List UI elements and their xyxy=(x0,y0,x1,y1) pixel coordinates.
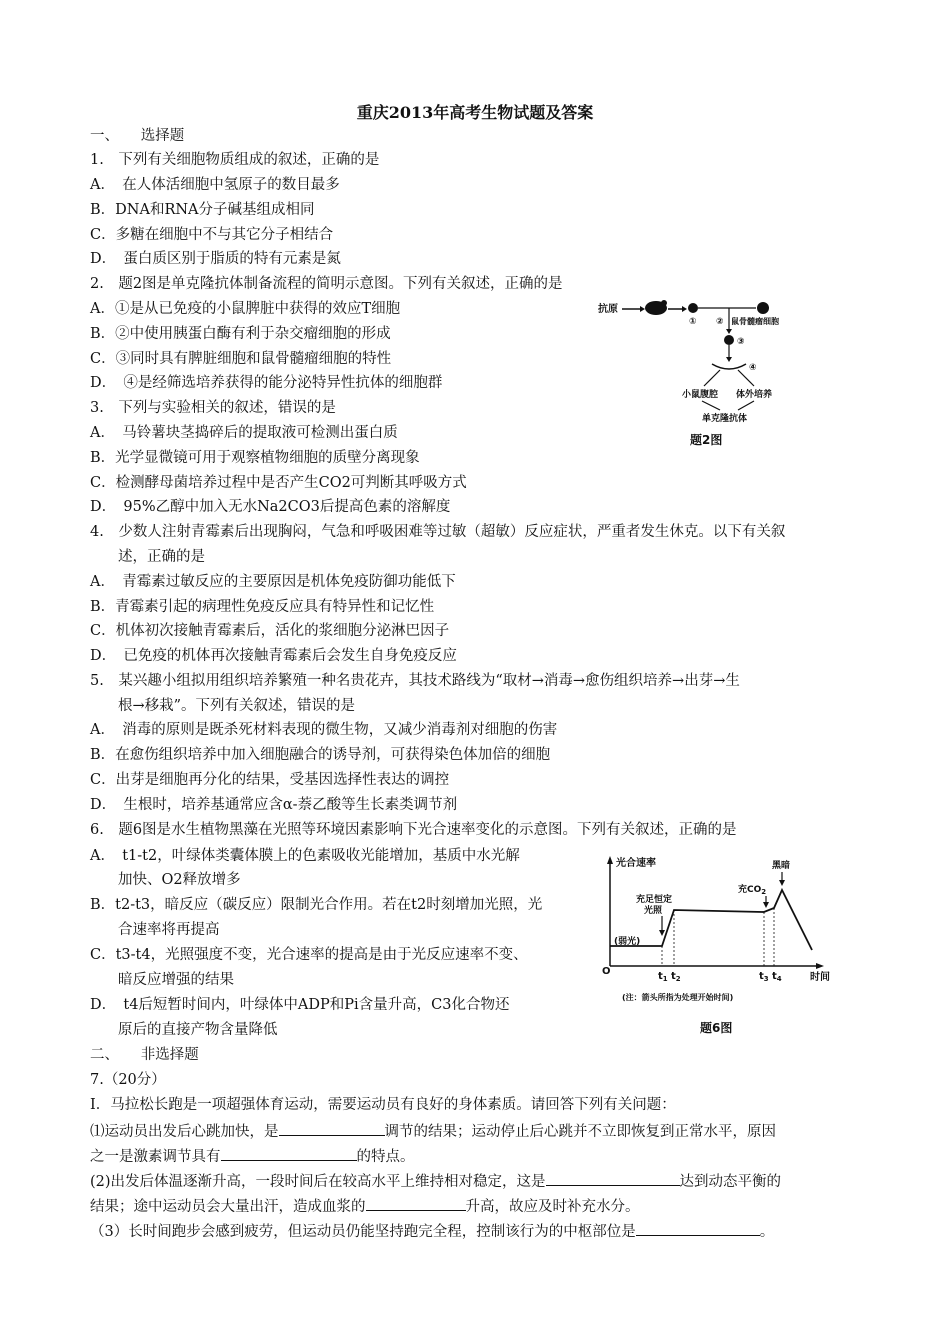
option-c: C．出芽是细胞再分化的结果，受基因选择性表达的调控 xyxy=(90,772,450,788)
figure-note: (注：箭头所指为处理开始时间) xyxy=(622,993,734,1002)
step-1-label: ① xyxy=(689,317,697,327)
flow-diagram xyxy=(596,294,796,454)
tick-t2: $t_2$ xyxy=(671,971,681,983)
option-c: C．t3-t4，光照强度不变，光合速率的提高是由于光反应速率不变、 xyxy=(90,947,528,963)
option-d: D． 已免疫的机体再次接触青霉素后会发生自身免疫反应 xyxy=(90,648,457,664)
option-a-cont: 加快、O2释放增多 xyxy=(118,872,241,888)
option-d: D． 生根时，培养基通常应含α-萘乙酸等生长素类调节剂 xyxy=(90,797,458,813)
question-text: 的特点。 xyxy=(356,1149,415,1165)
myeloma-label: 鼠骨髓瘤细胞 xyxy=(731,317,779,326)
option-d: D． 95%乙醇中加入无水Na2CO3后提高色素的溶解度 xyxy=(90,499,451,515)
question-intro: Ⅰ．马拉松长跑是一项超强体育运动，需要运动员有良好的身体素质。请回答下列有关问题： xyxy=(90,1097,676,1113)
light-label-2: 光照 xyxy=(644,906,663,916)
culture-dish-icon xyxy=(712,364,746,369)
question-text: 升高，故应及时补充水分。 xyxy=(465,1199,640,1215)
option-b: B．DNA和RNA分子碱基组成相同 xyxy=(90,202,315,218)
answer-blank[interactable] xyxy=(279,1120,385,1136)
figure-caption: 题6图 xyxy=(700,1021,733,1035)
arrow xyxy=(738,401,754,410)
step-2-label: ② xyxy=(716,317,724,327)
arrow xyxy=(702,401,720,410)
option-a: A． 马铃薯块茎捣碎后的提取液可检测出蛋白质 xyxy=(90,425,398,441)
question-text: (2)出发后体温逐渐升高，一段时间后在较高水平上维持相对稳定，这是 xyxy=(90,1174,546,1190)
question-line xyxy=(90,1220,774,1242)
mouse-icon xyxy=(661,300,667,306)
rate-curve-diagram xyxy=(596,850,836,1050)
section-heading: 二、 非选择题 xyxy=(90,1047,199,1063)
option-c: C．③同时具有脾脏细胞和鼠骨髓瘤细胞的特性 xyxy=(90,351,392,367)
y-axis-label: 光合速率 xyxy=(616,858,656,869)
treatment-arrow-head xyxy=(659,930,665,936)
weak-light-label: (弱光) xyxy=(614,937,641,947)
arrow-head xyxy=(640,306,645,312)
answer-blank[interactable] xyxy=(636,1220,760,1236)
option-a: A． 在人体活细胞中氢原子的数目最多 xyxy=(90,177,340,193)
option-b: B．青霉素引起的病理性免疫反应具有特异性和记忆性 xyxy=(90,599,435,615)
question-line xyxy=(90,1170,781,1192)
dark-label: 黑暗 xyxy=(772,861,791,871)
option-a: A．①是从已免疫的小鼠脾脏中获得的效应T细胞 xyxy=(90,301,401,317)
arrow-head xyxy=(726,357,732,362)
question-text: 。 xyxy=(759,1224,775,1240)
abdomen-label: 小鼠腹腔 xyxy=(682,390,719,400)
question-line xyxy=(90,1195,640,1217)
co2-label: 充$CO_2$ xyxy=(738,885,767,896)
option-c-cont: 暗反应增强的结果 xyxy=(118,972,234,988)
question-stem: 1. 下列有关细胞物质组成的叙述，正确的是 xyxy=(90,152,380,168)
question-text: 之一是激素调节具有 xyxy=(90,1149,221,1165)
question-text: 达到动态平衡的 xyxy=(679,1174,782,1190)
x-axis-arrow xyxy=(816,963,824,969)
question-line xyxy=(90,1120,776,1142)
question-text: 调节的结果；运动停止后心跳并不立即恢复到正常水平，原因 xyxy=(384,1124,776,1140)
option-d: D． ④是经筛选培养获得的能分泌特异性抗体的细胞群 xyxy=(90,375,443,391)
question-stem: 3. 下列与实验相关的叙述，错误的是 xyxy=(90,400,336,416)
option-b: B．在愈伤组织培养中加入细胞融合的诱导剂，可获得染色体加倍的细胞 xyxy=(90,747,551,763)
arrow-head xyxy=(726,329,732,334)
question-text: ⑴运动员出发后心跳加快，是 xyxy=(90,1124,279,1140)
question-stem-cont: 述，正确的是 xyxy=(118,549,205,565)
myeloma-cell-icon xyxy=(757,302,769,314)
option-a: A． t1-t2，叶绿体类囊体膜上的色素吸收光能增加，基质中水光解 xyxy=(90,848,520,864)
figure-caption: 题2图 xyxy=(690,433,723,447)
option-d: D． t4后短暂时间内，叶绿体中ADP和Pi含量升高，C3化合物还 xyxy=(90,997,510,1013)
cell-icon xyxy=(688,303,698,313)
step-4-label: ④ xyxy=(749,363,757,373)
section-heading: 一、 选择题 xyxy=(90,128,185,144)
culture-label: 体外培养 xyxy=(736,390,773,400)
tick-t1: $t_1$ xyxy=(658,971,668,983)
arrow xyxy=(704,370,720,386)
option-c: C．多糖在细胞中不与其它分子相结合 xyxy=(90,227,334,243)
treatment-arrow-head xyxy=(763,902,769,908)
option-a: A． 青霉素过敏反应的主要原因是机体免疫防御功能低下 xyxy=(90,574,456,590)
step-3-label: ③ xyxy=(737,337,745,347)
question-stem: 4. 少数人注射青霉素后出现胸闷，气急和呼吸困难等过敏（超敏）反应症状，严重者发生休克。以下有关叙 xyxy=(90,524,786,540)
tick-t3: $t_3$ xyxy=(759,971,769,983)
question-text: （3）长时间跑步会感到疲劳，但运动员仍能坚持跑完全程，控制该行为的中枢部位是 xyxy=(90,1224,636,1240)
option-b: B．②中使用胰蛋白酶有利于杂交瘤细胞的形成 xyxy=(90,326,391,342)
question-line xyxy=(90,1145,415,1167)
option-a: A． 消毒的原则是既杀死材料表现的微生物，又减少消毒剂对细胞的伤害 xyxy=(90,722,558,738)
question-stem: 6. 题6图是水生植物黑藻在光照等环境因素影响下光合速率变化的示意图。下列有关叙述，正确的是 xyxy=(90,822,737,838)
x-axis-label: 时间 xyxy=(810,972,830,983)
option-c: C．检测酵母菌培养过程中是否产生CO2可判断其呼吸方式 xyxy=(90,475,467,491)
light-label: 充足恒定 xyxy=(636,895,673,905)
y-axis-arrow xyxy=(607,856,613,864)
answer-blank[interactable] xyxy=(546,1170,680,1186)
question-text: 结果；途中运动员会大量出汗，造成血浆的 xyxy=(90,1199,366,1215)
question-stem: 7.（20分） xyxy=(90,1072,166,1088)
antigen-label: 抗原 xyxy=(598,304,618,315)
question-stem: 2. 题2图是单克隆抗体制备流程的简明示意图。下列有关叙述，正确的是 xyxy=(90,276,563,292)
arrow-head xyxy=(682,306,687,312)
question-stem-cont: 根→移栽”。下列有关叙述，错误的是 xyxy=(118,698,356,714)
treatment-arrow-head xyxy=(779,880,785,886)
origin-label: O xyxy=(602,966,611,977)
option-d: D． 蛋白质区别于脂质的特有元素是氮 xyxy=(90,251,341,267)
option-d-cont: 原后的直接产物含量降低 xyxy=(118,1022,278,1038)
question-stem: 5. 某兴趣小组拟用组织培养繁殖一种名贵花卉，其技术路线为“取材→消毒→愈伤组织培养→出芽→生 xyxy=(90,673,740,689)
option-c: C．机体初次接触青霉素后，活化的浆细胞分泌淋巴因子 xyxy=(90,623,450,639)
antibody-label: 单克隆抗体 xyxy=(702,414,748,424)
page-title: 重庆2013年高考生物试题及答案 xyxy=(356,103,594,122)
option-b: B．t2-t3，暗反应（碳反应）限制光合作用。若在t2时刻增加光照，光 xyxy=(90,897,543,913)
option-b: B．光学显微镜可用于观察植物细胞的质壁分离现象 xyxy=(90,450,420,466)
figure-2 xyxy=(596,294,796,454)
hybridoma-cell-icon xyxy=(724,335,734,345)
tick-t4: $t_4$ xyxy=(772,971,782,983)
figure-6 xyxy=(596,850,836,1050)
answer-blank[interactable] xyxy=(221,1145,357,1161)
option-b-cont: 合速率将再提高 xyxy=(118,922,220,938)
answer-blank[interactable] xyxy=(366,1195,466,1211)
